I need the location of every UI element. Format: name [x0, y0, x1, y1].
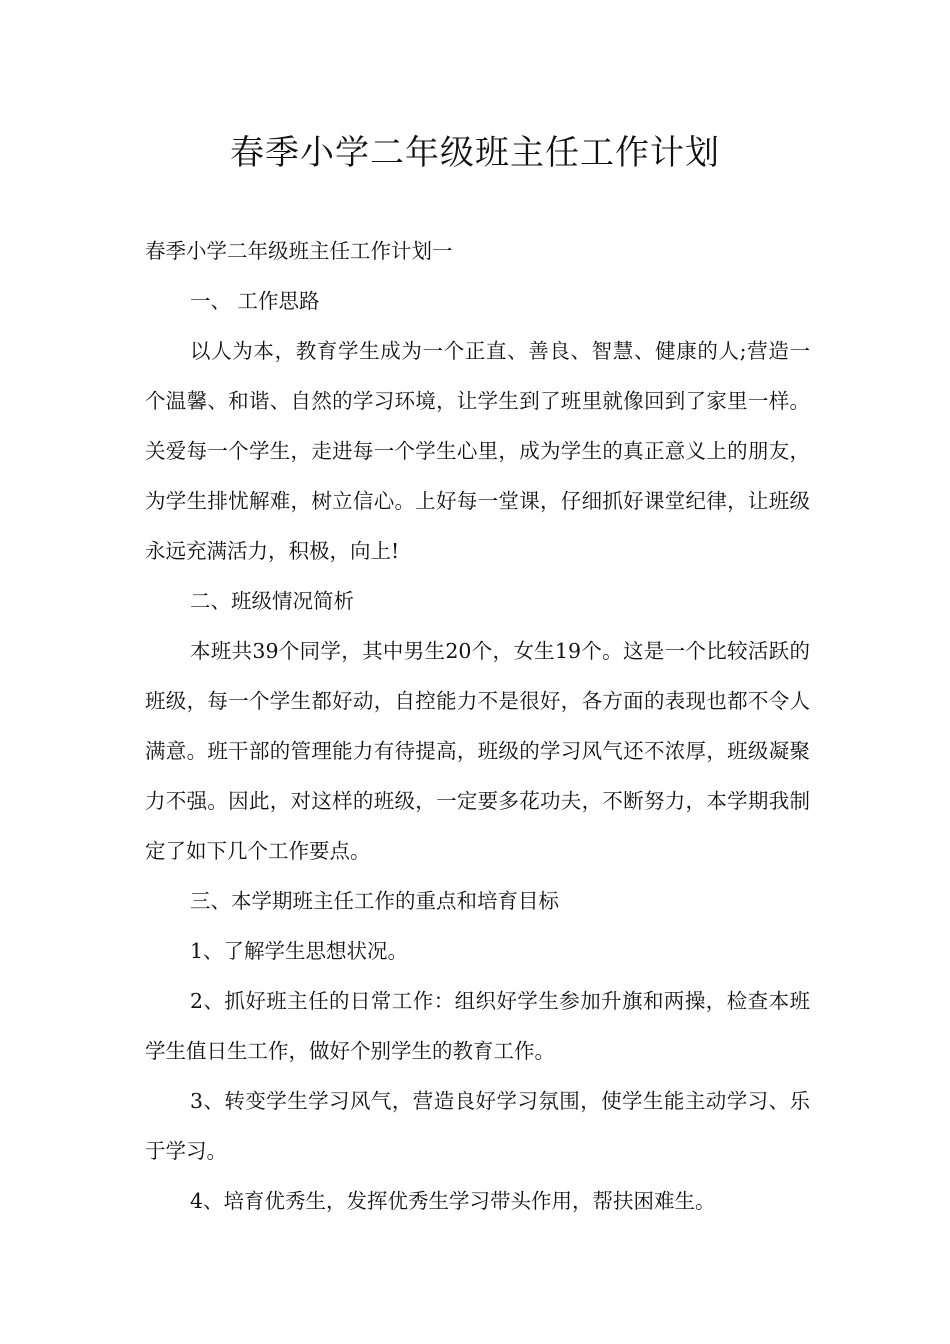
paragraph-work-approach: 以人为本，教育学生成为一个正直、善良、智慧、健康的人;营造一个温馨、和谐、自然的学习环境，让学生到了班里就像回到了家里一样。关爱每一个学生，走进每一个学生心里，成为学生的真正意义上的朋友，为学生排忧解难，树立信心。上好每一堂课，仔细抓好课堂纪律，让班级永远充满活力，积极，向上!: [145, 339, 810, 563]
list-item-4: 4、培育优秀生，发挥优秀生学习带头作用，帮扶困难生。: [190, 1189, 716, 1213]
section-heading-3: 三、本学期班主任工作的重点和培育目标: [190, 889, 559, 913]
list-item-1: 1、了解学生思想状况。: [190, 939, 409, 963]
document-subtitle: 春季小学二年级班主任工作计划一: [145, 239, 453, 263]
list-item-3: 3、转变学生学习风气，营造良好学习氛围，使学生能主动学习、乐于学习。: [145, 1089, 810, 1163]
list-item-2: 2、抓好班主任的日常工作：组织好学生参加升旗和两操，检查本班学生值日生工作，做好个别学生的教育工作。: [145, 989, 810, 1063]
document-body: [145, 226, 810, 1226]
section-heading-2: 二、班级情况简析: [190, 589, 354, 613]
section-heading-1: 一、 工作思路: [190, 289, 320, 313]
paragraph-class-analysis: 本班共39个同学，其中男生20个，女生19个。这是一个比较活跃的班级，每一个学生都好动，自控能力不是很好，各方面的表现也都不令人满意。班干部的管理能力有待提高，班级的学习风气还不浓厚，班级凝聚力不强。因此，对这样的班级，一定要多花功夫，不断努力，本学期我制定了如下几个工作要点。: [145, 639, 810, 863]
document-title: 春季小学二年级班主任工作计划: [230, 133, 720, 173]
